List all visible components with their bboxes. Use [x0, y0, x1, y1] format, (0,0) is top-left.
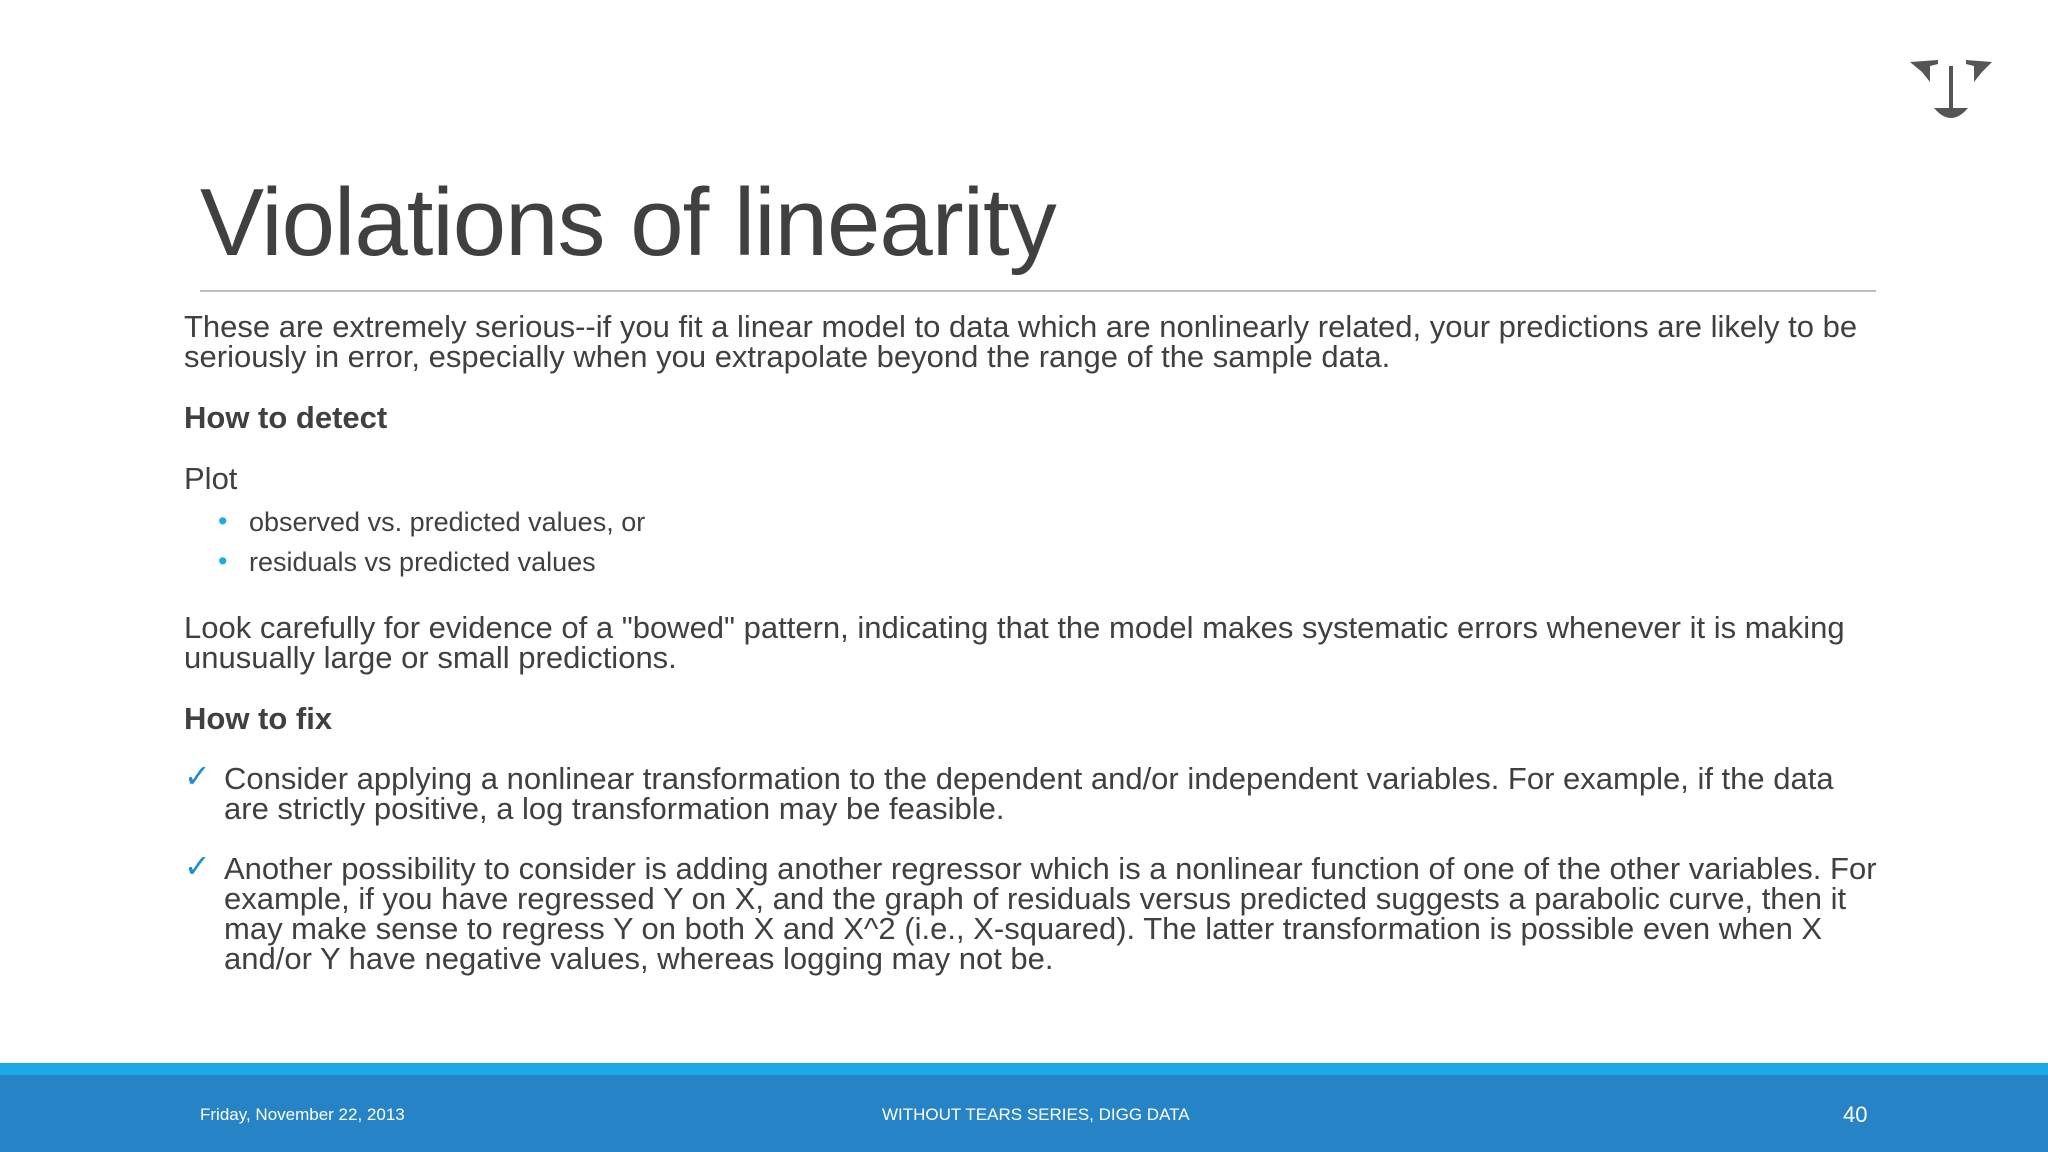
- checkmark-icon: ✓: [184, 757, 211, 795]
- footer-stripe: [0, 1063, 2048, 1075]
- slide-body: [184, 309, 1884, 976]
- bullet-text: residuals vs predicted values: [249, 547, 596, 577]
- footer-series: WITHOUT TEARS SERIES, DIGG DATA: [882, 1105, 1190, 1124]
- fix-item-text: Consider applying a nonlinear transformation to the dependent and/or independent variables. For example, if the data are strictly positive, a log transformation may be feasible.: [224, 761, 1834, 826]
- detect-note: Look carefully for evidence of a "bowed" pattern, indicating that the model makes systematic errors whenever it is making unusually large or small predictions.: [184, 610, 1845, 675]
- bullet-dot-icon: •: [218, 506, 228, 536]
- fix-heading: How to fix: [184, 701, 333, 736]
- bullet-text: observed vs. predicted values, or: [249, 507, 646, 537]
- page-number: 40: [1843, 1102, 1868, 1127]
- intro-paragraph: These are extremely serious--if you fit a linear model to data which are nonlinearly related, your predictions are likely to be seriously in error, especially when you extrapolate beyond the range of the sample data.: [184, 309, 1858, 374]
- checkmark-icon: ✓: [184, 847, 211, 885]
- fix-item: [184, 847, 1884, 976]
- title-divider: [200, 290, 1876, 292]
- footer-date: Friday, November 22, 2013: [200, 1105, 405, 1124]
- list-item: [184, 502, 1884, 542]
- scales-logo-icon: [1908, 58, 1994, 124]
- footer-bar: [0, 1075, 2048, 1152]
- detect-heading: How to detect: [184, 400, 388, 435]
- plot-bullet-list: [184, 502, 1884, 582]
- bullet-dot-icon: •: [218, 546, 228, 576]
- fix-item-text: Another possibility to consider is adding another regressor which is a nonlinear function of one of the other variables. For example, if you have regressed Y on X, and the graph of residuals versus predicted suggests a parabolic curve, then it may make sense to regress Y on both X and X^2 (i.e., X-squared). The latter transformation is possible even when X and/or Y have negative values, whereas logging may not be.: [224, 851, 1877, 976]
- fix-item: [184, 757, 1884, 826]
- page-title: Violations of linearity: [200, 169, 1056, 276]
- list-item: [184, 542, 1884, 582]
- plot-label: Plot: [184, 461, 238, 496]
